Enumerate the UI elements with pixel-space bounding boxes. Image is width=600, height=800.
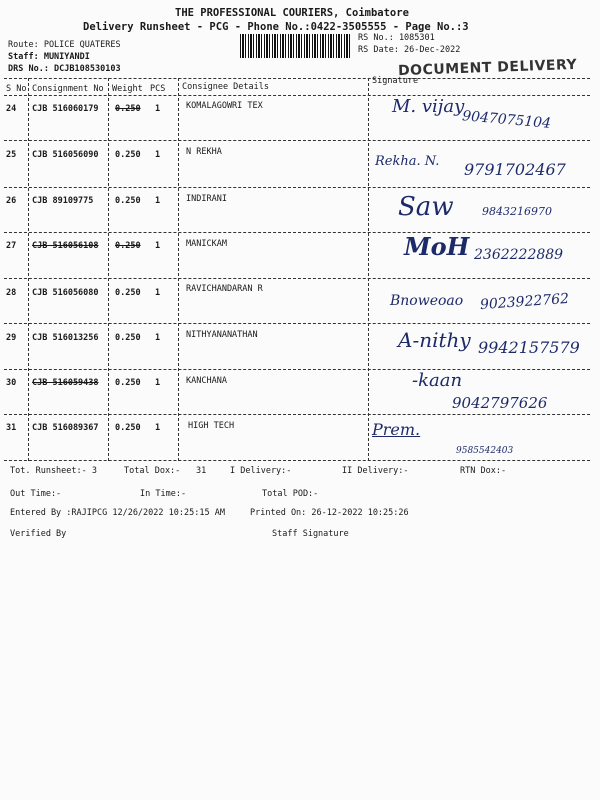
entered-by: Entered By :RAJIPCG 12/26/2022 10:25:15 AM xyxy=(10,508,225,518)
signature-phone: 9843216970 xyxy=(482,205,552,218)
out-time: Out Time:- xyxy=(10,489,62,499)
signature-phone: 9942157579 xyxy=(478,338,580,357)
row-pcs: 1 xyxy=(155,333,161,343)
drs-label: DRS No.: DCJB108530103 xyxy=(8,64,121,74)
row-weight: 0.250 xyxy=(115,196,141,206)
signature-phone: 9791702467 xyxy=(464,160,566,179)
row-consignee: MANICKAM xyxy=(186,239,227,249)
row-sno: 24 xyxy=(6,104,17,114)
signature-phone: 9047075104 xyxy=(461,108,552,132)
col-divider xyxy=(368,78,369,461)
signature-phone: 9023922762 xyxy=(479,290,570,314)
row-weight: 0.250 xyxy=(115,104,141,114)
row-rule xyxy=(4,232,590,233)
col-divider xyxy=(178,78,179,461)
row-weight: 0.250 xyxy=(115,150,141,160)
col-signature: Signature xyxy=(372,76,419,86)
row-pcs: 1 xyxy=(155,378,161,388)
row-consignee: RAVICHANDARAN R xyxy=(186,284,263,294)
row-sno: 25 xyxy=(6,150,17,160)
row-consignment: CJB 516056080 xyxy=(32,288,99,298)
col-weight: Weight xyxy=(112,84,143,94)
row-consignment: CJB 516056108 xyxy=(32,241,99,251)
row-sno: 31 xyxy=(6,423,17,433)
row-pcs: 1 xyxy=(155,104,161,114)
row-sno: 27 xyxy=(6,241,17,251)
total-dox-value: 31 xyxy=(196,466,207,476)
signature-phone: 2362222889 xyxy=(474,247,564,263)
row-sno: 28 xyxy=(6,288,17,298)
row-consignee: HIGH TECH xyxy=(188,421,235,431)
row-weight: 0.250 xyxy=(115,333,141,343)
route-label: Route: POLICE QUATERES xyxy=(8,40,121,50)
col-divider xyxy=(108,78,109,461)
row-consignment: CJB 516089367 xyxy=(32,423,99,433)
signature-name: Bnoweoao xyxy=(390,293,464,309)
verified-by: Verified By xyxy=(10,529,67,539)
row-rule xyxy=(4,414,590,415)
table-bottom-rule xyxy=(4,460,590,461)
row-weight: 0.250 xyxy=(115,241,141,251)
row-rule xyxy=(4,323,590,324)
row-pcs: 1 xyxy=(155,150,161,160)
in-time: In Time:- xyxy=(140,489,187,499)
row-sno: 30 xyxy=(6,378,17,388)
row-sno: 26 xyxy=(6,196,17,206)
row-rule xyxy=(4,140,590,141)
col-consignment: Consignment No xyxy=(32,84,104,94)
header-top-rule xyxy=(4,78,590,79)
col-sno: S No xyxy=(6,84,27,94)
rtn-dox: RTN Dox:- xyxy=(460,466,507,476)
col-divider xyxy=(28,78,29,461)
row-consignment: CJB 89109775 xyxy=(32,196,94,206)
signature-name: A-nithy xyxy=(398,328,471,352)
row-consignee: KOMALAGOWRI TEX xyxy=(186,101,263,111)
col-pcs: PCS xyxy=(150,84,166,94)
staff-label: Staff: MUNIYANDI xyxy=(8,52,90,62)
row-weight: 0.250 xyxy=(115,423,141,433)
row-pcs: 1 xyxy=(155,241,161,251)
rs-number: RS No.: 1085301 xyxy=(358,33,435,43)
staff-signature: Staff Signature xyxy=(272,529,349,539)
barcode xyxy=(240,34,350,58)
signature-name: Prem. xyxy=(372,420,421,439)
row-consignee: INDIRANI xyxy=(186,194,227,204)
row-consignee: KANCHANA xyxy=(186,376,227,386)
rs-date: RS Date: 26-Dec-2022 xyxy=(358,45,461,55)
row-consignment: CJB 516013256 xyxy=(32,333,99,343)
signature-name: MoH xyxy=(404,232,470,261)
tot-runsheet: Tot. Runsheet:- 3 xyxy=(10,466,97,476)
ii-delivery: II Delivery:- xyxy=(342,466,409,476)
row-sno: 29 xyxy=(6,333,17,343)
signature-name: Saw xyxy=(398,192,454,222)
col-consignee: Consignee Details xyxy=(182,82,269,92)
total-pod: Total POD:- xyxy=(262,489,319,499)
row-consignee: N REKHA xyxy=(186,147,222,157)
row-weight: 0.250 xyxy=(115,288,141,298)
row-rule xyxy=(4,278,590,279)
signature-phone: 9585542403 xyxy=(456,446,514,456)
header-bottom-rule xyxy=(4,95,590,96)
i-delivery: I Delivery:- xyxy=(230,466,292,476)
signature-name: Rekha. N. xyxy=(375,154,440,169)
row-consignment: CJB 516056090 xyxy=(32,150,99,160)
row-pcs: 1 xyxy=(155,423,161,433)
runsheet-title: Delivery Runsheet - PCG - Phone No.:0422-3505555 - Page No.:3 xyxy=(83,21,469,33)
row-pcs: 1 xyxy=(155,196,161,206)
signature-name: -kaan xyxy=(412,370,463,391)
signature-phone: 9042797626 xyxy=(452,394,548,412)
row-weight: 0.250 xyxy=(115,378,141,388)
row-rule xyxy=(4,369,590,370)
document-delivery-stamp: DOCUMENT DELIVERY xyxy=(397,56,578,80)
row-rule xyxy=(4,187,590,188)
printed-on: Printed On: 26-12-2022 10:25:26 xyxy=(250,508,409,518)
signature-name: M. vijay xyxy=(392,96,465,117)
company-title: THE PROFESSIONAL COURIERS, Coimbatore xyxy=(175,7,409,19)
row-consignee: NITHYANANATHAN xyxy=(186,330,258,340)
row-consignment: CJB 516060179 xyxy=(32,104,99,114)
total-dox-label: Total Dox:- xyxy=(124,466,181,476)
row-consignment: CJB 516059438 xyxy=(32,378,99,388)
row-pcs: 1 xyxy=(155,288,161,298)
